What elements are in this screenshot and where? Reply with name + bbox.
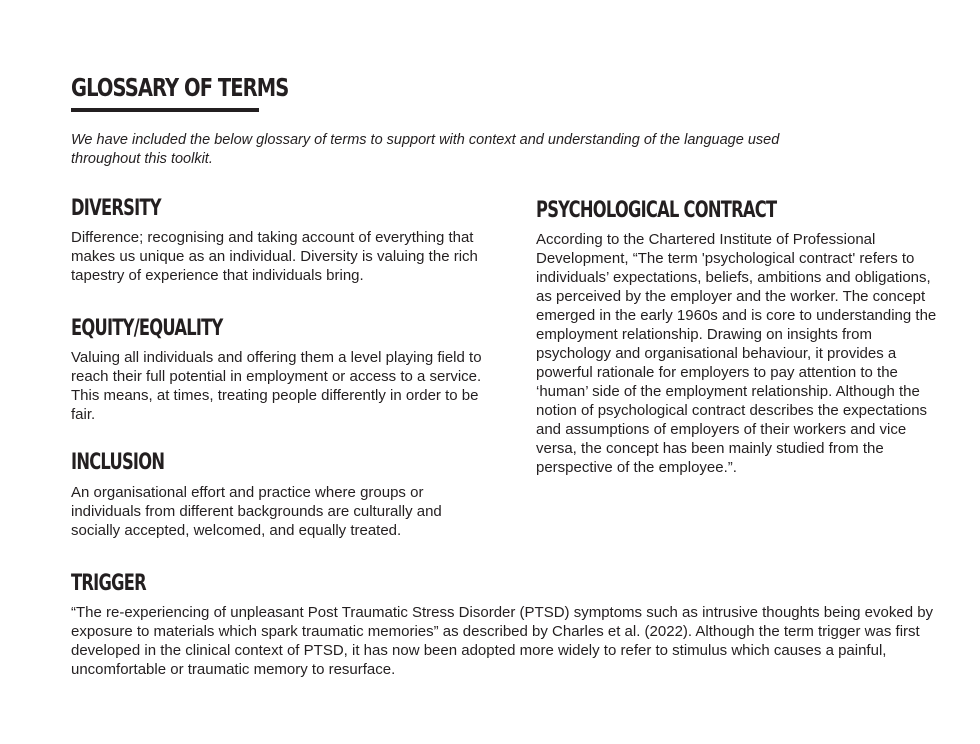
term-heading-diversity: DIVERSITY xyxy=(71,196,161,221)
term-heading-inclusion: INCLUSION xyxy=(71,450,165,475)
intro-text: We have included the below glossary of terms to support with context and understanding of the language used throughout this toolkit. xyxy=(71,132,780,167)
term-heading-psychological-contract: PSYCHOLOGICAL CONTRACT xyxy=(536,198,777,223)
term-heading-equity-equality: EQUITY/EQUALITY xyxy=(71,316,223,341)
term-definition-diversity: Difference; recognising and taking account of everything that makes us unique as an individual. Diversity is valuing the rich tapestry of experience that individuals bring. xyxy=(71,229,478,284)
title-underline xyxy=(71,108,259,112)
term-heading-trigger: TRIGGER xyxy=(71,571,146,596)
term-definition-psychological-contract: According to the Chartered Institute of Professional Development, “The term 'psychological contract' refers to individuals’ expectations, beliefs, ambitions and obligations, as perceived by the employer and the worker. The concept emerged in the early 1960s and is core to understanding the employment relationship. Drawing on insights from psychology and organisational behaviour, it provides a powerful rationale for employers to pay attention to the ‘human’ side of the employment relationship. Although the notion of psychological contract describes the expectations and assumptions of employers of their workers and vice versa, the concept has been mainly studied from the perspective of the employee.”. xyxy=(536,231,937,476)
term-definition-equity-equality: Valuing all individuals and offering them a level playing field to reach their full potential in employment or access to a service. This means, at times, treating people differently in order to be fair. xyxy=(71,349,482,423)
term-definition-inclusion: An organisational effort and practice where groups or individuals from different backgrounds are culturally and socially accepted, welcomed, and equally treated. xyxy=(71,484,442,539)
page-title: GLOSSARY OF TERMS xyxy=(71,73,289,102)
term-definition-trigger: “The re-experiencing of unpleasant Post Traumatic Stress Disorder (PTSD) symptoms such as intrusive thoughts being evoked by exposure to materials which spark traumatic memories” as described by Charles et al. (2022). Although the term trigger was first developed in the clinical context of PTSD, it has now been adopted more widely to refer to stimulus which causes a painful, uncomfortable or traumatic memory to resurface. xyxy=(71,604,934,678)
